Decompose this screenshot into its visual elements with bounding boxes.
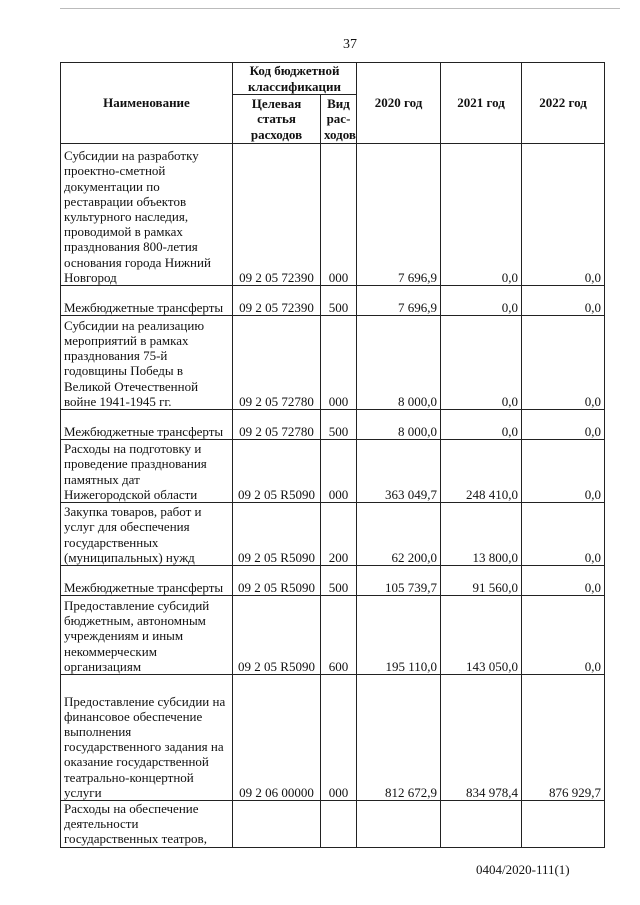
row-2020: 8 000,0 (357, 316, 441, 410)
row-target-item: 09 2 05 R5090 (233, 440, 321, 503)
row-kind: 500 (321, 286, 357, 316)
row-2020: 195 110,0 (357, 596, 441, 675)
table-row (61, 503, 605, 566)
table-row (61, 410, 605, 440)
row-2022: 0,0 (522, 503, 605, 566)
row-2020: 105 739,7 (357, 566, 441, 596)
row-name: Межбюджетные трансферты (61, 286, 233, 316)
row-kind: 500 (321, 566, 357, 596)
row-2021: 834 978,4 (441, 675, 522, 801)
header-2021: 2021 год (441, 63, 522, 144)
row-2022: 0,0 (522, 566, 605, 596)
row-name: Расходы на обеспечение деятельности государственных театров, (61, 801, 233, 848)
table-row (61, 286, 605, 316)
row-name: Межбюджетные трансферты (61, 410, 233, 440)
row-2021 (441, 801, 522, 848)
row-target-item: 09 2 05 72780 (233, 316, 321, 410)
header-2020: 2020 год (357, 63, 441, 144)
row-name: Расходы на подготовку и проведение празднования памятных дат Нижегородской области (61, 440, 233, 503)
row-name: Субсидии на реализацию мероприятий в рамках празднования 75-й годовщины Победы в Великой Отечественной войне 1941-1945 гг. (61, 316, 233, 410)
row-2021: 248 410,0 (441, 440, 522, 503)
row-2022: 0,0 (522, 440, 605, 503)
header-target-item: Целевая статья расходов (233, 95, 321, 144)
row-2020: 8 000,0 (357, 410, 441, 440)
table-row (61, 144, 605, 286)
row-name: Закупка товаров, работ и услуг для обеспечения государственных (муниципальных) нужд (61, 503, 233, 566)
row-2021: 0,0 (441, 144, 522, 286)
row-target-item: 09 2 05 72390 (233, 286, 321, 316)
row-2021: 143 050,0 (441, 596, 522, 675)
row-kind: 500 (321, 410, 357, 440)
row-target-item: 09 2 05 72780 (233, 410, 321, 440)
table-row (61, 675, 605, 801)
table-row (61, 596, 605, 675)
table-row (61, 440, 605, 503)
row-2022: 0,0 (522, 144, 605, 286)
row-2020: 812 672,9 (357, 675, 441, 801)
row-2020: 7 696,9 (357, 144, 441, 286)
row-2021: 13 800,0 (441, 503, 522, 566)
row-target-item: 09 2 05 R5090 (233, 503, 321, 566)
table-row (61, 316, 605, 410)
row-2022: 0,0 (522, 286, 605, 316)
row-2021: 0,0 (441, 316, 522, 410)
row-target-item: 09 2 05 72390 (233, 144, 321, 286)
header-name: Наименование (61, 63, 233, 144)
row-2020: 363 049,7 (357, 440, 441, 503)
row-2022: 876 929,7 (522, 675, 605, 801)
header-budget-code: Код бюджетной классификации (233, 63, 357, 95)
row-kind: 000 (321, 440, 357, 503)
document-code: 0404/2020-111(1) (476, 862, 570, 877)
header-kind: Вид рас-ходов (321, 95, 357, 144)
row-target-item: 09 2 05 R5090 (233, 566, 321, 596)
row-2021: 0,0 (441, 410, 522, 440)
budget-table (60, 62, 605, 848)
row-kind: 600 (321, 596, 357, 675)
row-name: Субсидии на разработку проектно-сметной документации по реставрации объектов культурного наследия, проводимой в рамках празднования 800-летия основания города Нижний Новгород (61, 144, 233, 286)
row-2020: 7 696,9 (357, 286, 441, 316)
row-target-item (233, 801, 321, 848)
scan-edge-line (60, 8, 620, 9)
row-2020: 62 200,0 (357, 503, 441, 566)
row-target-item: 09 2 05 R5090 (233, 596, 321, 675)
row-2021: 0,0 (441, 286, 522, 316)
page-number: 37 (343, 37, 357, 52)
row-2020 (357, 801, 441, 848)
row-2022: 0,0 (522, 410, 605, 440)
row-name: Предоставление субсидий бюджетным, автономным учреждениям и иным некоммерческим организациям (61, 596, 233, 675)
row-2022: 0,0 (522, 596, 605, 675)
row-2022: 0,0 (522, 316, 605, 410)
row-kind: 000 (321, 675, 357, 801)
row-kind (321, 801, 357, 848)
row-2021: 91 560,0 (441, 566, 522, 596)
row-kind: 000 (321, 316, 357, 410)
row-kind: 000 (321, 144, 357, 286)
row-kind: 200 (321, 503, 357, 566)
table-row (61, 566, 605, 596)
header-2022: 2022 год (522, 63, 605, 144)
row-name: Межбюджетные трансферты (61, 566, 233, 596)
row-2022 (522, 801, 605, 848)
table-row (61, 801, 605, 848)
row-target-item: 09 2 06 00000 (233, 675, 321, 801)
row-name: Предоставление субсидии на финансовое обеспечение выполнения государственного задания на оказание государственной театрально-концертной услуги (61, 675, 233, 801)
